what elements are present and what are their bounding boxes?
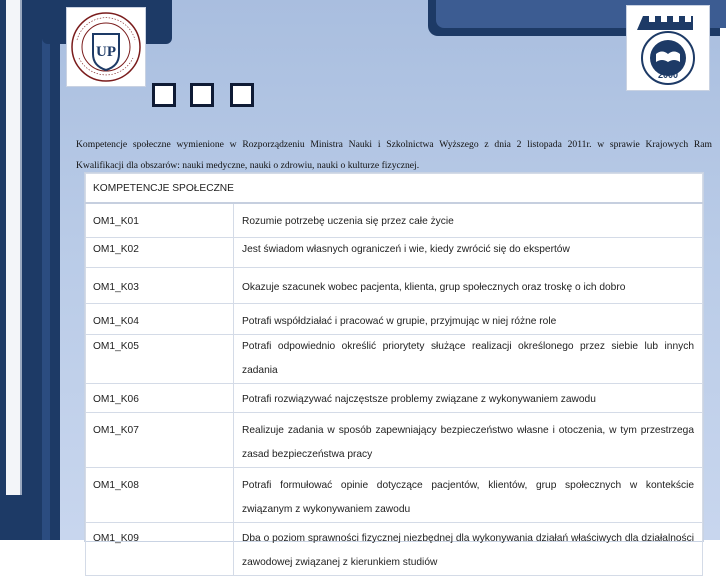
table-row bbox=[86, 334, 703, 383]
decorative-square bbox=[190, 83, 214, 107]
competency-description: Potrafi rozwiązywać najczęstsze problemy związane z wykonywaniem zawodu bbox=[234, 383, 703, 412]
university-logo-right bbox=[626, 5, 710, 91]
competency-code: OM1_K04 bbox=[86, 303, 234, 334]
competency-code: OM1_K09 bbox=[86, 522, 234, 575]
competency-description: Rozumie potrzebę uczenia się przez całe życie bbox=[234, 203, 703, 237]
decorative-square bbox=[152, 83, 176, 107]
competency-description: Potrafi odpowiednio określić priorytety służące realizacji określonego przez siebie lub innych zadania bbox=[234, 334, 703, 383]
left-rail-stripe bbox=[42, 0, 50, 540]
left-rail-panel bbox=[6, 0, 22, 495]
competency-description: Okazuje szacunek wobec pacjenta, klienta, grup społecznych oraz troskę o ich dobro bbox=[234, 267, 703, 303]
university-seal-icon bbox=[69, 10, 143, 84]
competency-description: Jest świadom własnych ograniczeń i wie, kiedy zwrócić się do ekspertów bbox=[234, 237, 703, 267]
intro-line-2: Kwalifikacji dla obszarów: nauki medyczne, nauki o zdrowiu, nauki o kulturze fizycznej. bbox=[76, 160, 420, 171]
svg-text:UP: UP bbox=[96, 44, 116, 60]
decorative-square bbox=[230, 83, 254, 107]
table-row bbox=[86, 383, 703, 412]
table-row bbox=[86, 303, 703, 334]
competency-description: Dba o poziom sprawności fizycznej niezbędnej dla wykonywania działań właściwych dla działalności zawodowej związanej z kierunkiem studiów bbox=[234, 522, 703, 575]
competency-code: OM1_K02 bbox=[86, 237, 234, 267]
competency-code: OM1_K06 bbox=[86, 383, 234, 412]
table-row bbox=[86, 267, 703, 303]
table-header: KOMPETENCJE SPOŁECZNE bbox=[86, 174, 703, 204]
competency-description: Potrafi formułować opinie dotyczące pacjentów, klientów, grup społecznych w kontekście związanym z wykonywaniem zawodu bbox=[234, 467, 703, 522]
competency-code: OM1_K03 bbox=[86, 267, 234, 303]
svg-text:2000: 2000 bbox=[657, 70, 679, 80]
table-row bbox=[86, 203, 703, 237]
intro-paragraph bbox=[76, 134, 712, 176]
table-row bbox=[86, 467, 703, 522]
intro-line-1: Kompetencje społeczne wymienione w Rozporządzeniu Ministra Nauki i Szkolnictwa Wyższego z dnia 2 listopada 2011r. w sprawie Krajowych Ram bbox=[76, 139, 712, 150]
competency-description: Potrafi współdziałać i pracować w grupie, przyjmując w niej różne role bbox=[234, 303, 703, 334]
competency-code: OM1_K08 bbox=[86, 467, 234, 522]
competencies-table bbox=[84, 172, 704, 568]
competency-code: OM1_K07 bbox=[86, 412, 234, 467]
tower-emblem-icon bbox=[629, 8, 707, 88]
table-row bbox=[86, 412, 703, 467]
competency-code: OM1_K01 bbox=[86, 203, 234, 237]
table-row bbox=[86, 522, 703, 575]
table-row bbox=[86, 237, 703, 267]
table-header-row bbox=[86, 174, 703, 204]
competency-code: OM1_K05 bbox=[86, 334, 234, 383]
competency-description: Realizuje zadania w sposób zapewniający bezpieczeństwo własne i otoczenia, w tym przestrzega zasad bezpieczeństwa pracy bbox=[234, 412, 703, 467]
university-logo-left bbox=[66, 7, 146, 87]
